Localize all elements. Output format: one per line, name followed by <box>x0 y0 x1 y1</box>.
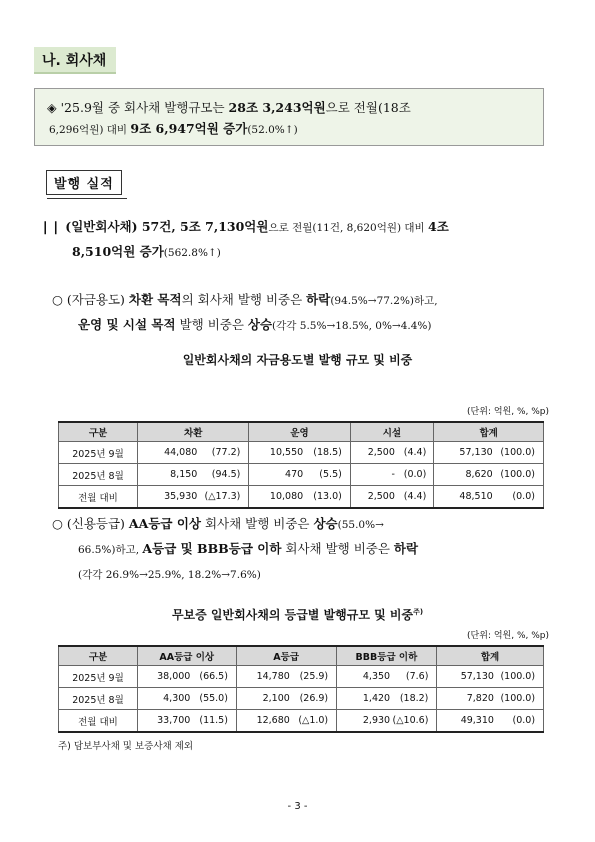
table-row <box>59 666 544 688</box>
p3-text: 회사채 발행 비중은 <box>281 541 394 556</box>
table-cell <box>138 710 237 733</box>
cell-amount: 57,130 <box>460 671 494 682</box>
row-label: 2025년 9월 <box>59 666 138 688</box>
table-row <box>59 688 544 710</box>
p2-percent: (94.5%→77.2%)하고, <box>330 295 438 307</box>
table-row <box>59 486 544 509</box>
cell-amount: 2,500 <box>367 491 395 502</box>
row-label: 2025년 8월 <box>59 464 138 486</box>
section-label: 나. 회사채 <box>34 47 116 73</box>
cell-share: (18.2) <box>399 693 429 704</box>
table-header-cell: A등급 <box>236 646 336 666</box>
cell-amount: 35,930 <box>164 491 198 502</box>
table-header-cell: 합계 <box>437 646 544 666</box>
table-cell <box>437 710 544 733</box>
table-header-cell: 합계 <box>434 422 544 442</box>
cell-amount: 8,150 <box>170 469 198 480</box>
table-cell <box>350 464 434 486</box>
cell-amount: 4,300 <box>163 693 191 704</box>
cell-share: (0.0) <box>403 469 427 480</box>
table1-title: 일반회사채의 자금용도별 발행 규모 및 비중 <box>182 353 413 367</box>
cell-share: (18.5) <box>313 447 342 458</box>
table-cell <box>236 666 336 688</box>
p3-bold: 하락 <box>393 541 419 556</box>
table-cell <box>236 688 336 710</box>
p1-bold: ❘❘ (일반회사채) 57건, 5조 7,130억원 <box>40 219 269 234</box>
cell-share: (100.0) <box>500 693 536 704</box>
cell-share: (77.2) <box>211 447 241 458</box>
table-row <box>59 442 544 464</box>
cell-amount: 48,510 <box>459 491 493 502</box>
cell-share: (0.0) <box>512 715 536 726</box>
table2-unit: (단위: 억원, %, %p) <box>467 631 549 641</box>
table-cell <box>138 688 237 710</box>
table-header-cell: AA등급 이상 <box>138 646 237 666</box>
p2-bold: 운영 및 시설 목적 <box>78 317 176 332</box>
summary-line-1 <box>47 97 533 118</box>
p3-bold: 상승 <box>313 516 338 531</box>
table-header-cell: 구분 <box>59 422 138 442</box>
table-header-cell: 시설 <box>350 422 434 442</box>
p3-percent: 66.5%)하고, <box>78 544 143 556</box>
cell-share: (25.9) <box>299 671 329 682</box>
cell-amount: 2,930 <box>362 715 391 726</box>
table-header-row <box>59 422 544 442</box>
table1-unit: (단위: 억원, %, %p) <box>467 407 549 417</box>
cell-share: (△10.6) <box>392 715 429 726</box>
cell-share: (100.0) <box>500 469 535 480</box>
p3-bold: A등급 및 BBB등급 이하 <box>142 541 282 556</box>
table-cell <box>434 464 544 486</box>
cell-amount: 8,620 <box>465 469 493 480</box>
cell-share: (11.5) <box>199 715 228 726</box>
cell-amount: 7,820 <box>466 693 494 704</box>
cell-amount: 14,780 <box>256 671 290 682</box>
cell-amount: 33,700 <box>157 715 191 726</box>
summary-highlight-increase: 9조 6,947억원 증가 <box>130 121 248 136</box>
table-cell <box>437 688 544 710</box>
p2-text: 의 회사채 발행 비중은 <box>181 292 307 307</box>
table-cell <box>434 486 544 509</box>
cell-amount: 44,080 <box>164 447 198 458</box>
table-cell <box>138 666 237 688</box>
row-label: 전월 대비 <box>59 486 138 509</box>
table-row <box>59 464 544 486</box>
fund-usage-paragraph <box>52 288 557 338</box>
table-row <box>59 710 544 733</box>
table-header-cell: 구분 <box>59 646 138 666</box>
summary-text: 으로 전월(18조 <box>325 100 411 115</box>
p2-percent: (각각 5.5%→18.5%, 0%→4.4%) <box>272 320 432 332</box>
table-cell <box>236 710 336 733</box>
p1-bold: 4조 <box>428 219 449 234</box>
cell-share: (△1.0) <box>298 715 329 726</box>
cell-amount: 1,420 <box>362 693 391 704</box>
page-number: - 3 - <box>287 801 308 812</box>
p2-bold: 차환 목적 <box>128 292 182 307</box>
cell-amount: - <box>391 469 395 480</box>
table-header-cell: 차환 <box>138 422 249 442</box>
p3-text: ○ (신용등급) <box>52 516 129 531</box>
table-header-cell: BBB등급 이하 <box>336 646 436 666</box>
cell-share: (94.5) <box>211 469 241 480</box>
table-cell <box>350 486 434 509</box>
p3-bold: AA등급 이상 <box>128 516 201 531</box>
cell-share: (4.4) <box>403 447 427 458</box>
table-header-cell: 운영 <box>249 422 350 442</box>
table-cell <box>138 442 249 464</box>
row-label: 2025년 8월 <box>59 688 138 710</box>
table2-title-footnote-mark: 주) <box>413 608 424 616</box>
cell-share: (△17.3) <box>204 491 241 502</box>
cell-share: (100.0) <box>500 447 535 458</box>
cell-amount: 2,500 <box>367 447 395 458</box>
cell-share: (7.6) <box>405 671 429 682</box>
p2-bold: 하락 <box>306 292 331 307</box>
cell-amount: 470 <box>285 469 304 480</box>
table-cell <box>350 442 434 464</box>
p3-percent: (각각 26.9%→25.9%, 18.2%→7.6%) <box>78 569 261 581</box>
subsection-title: 발행 실적 <box>46 170 122 195</box>
cell-share: (5.5) <box>319 469 342 480</box>
p3-text: 회사채 발행 비중은 <box>200 516 314 531</box>
table-cell <box>249 442 350 464</box>
p2-bold: 상승 <box>247 317 273 332</box>
table-cell <box>336 710 436 733</box>
row-label: 전월 대비 <box>59 710 138 733</box>
cell-amount: 10,550 <box>269 447 304 458</box>
table-cell <box>336 666 436 688</box>
summary-text: 6,296억원) 대비 <box>49 124 131 136</box>
table2-footnote: 주) 담보부사채 및 보증사채 제외 <box>58 741 194 752</box>
summary-percent: (52.0%↑) <box>247 124 298 136</box>
summary-text: '25.9월 중 회사채 발행규모는 <box>60 100 229 115</box>
row-label: 2025년 9월 <box>59 442 138 464</box>
cell-amount: 49,310 <box>460 715 494 726</box>
table-cell <box>138 464 249 486</box>
cell-amount: 57,130 <box>459 447 493 458</box>
summary-box <box>34 88 544 146</box>
table-cell <box>336 688 436 710</box>
table-cell <box>434 442 544 464</box>
general-bond-paragraph <box>40 215 555 265</box>
table-cell <box>249 464 350 486</box>
cell-share: (100.0) <box>500 671 536 682</box>
fund-usage-table <box>58 421 544 509</box>
cell-share: (0.0) <box>512 491 535 502</box>
table-cell <box>437 666 544 688</box>
diamond-bullet-icon: ◈ <box>47 100 57 115</box>
table-cell <box>138 486 249 509</box>
table-cell <box>249 486 350 509</box>
cell-amount: 10,080 <box>269 491 304 502</box>
p1-percent: (562.8%↑) <box>163 247 221 259</box>
cell-amount: 12,680 <box>256 715 290 726</box>
p1-bold: 8,510억원 증가 <box>72 244 164 259</box>
p2-text: ○ (자금용도) <box>52 292 129 307</box>
table2-title <box>0 606 595 623</box>
p3-percent: (55.0%→ <box>337 519 384 531</box>
table2-title-text: 무보증 일반회사채의 등급별 발행규모 및 비중 <box>171 608 414 622</box>
p1-text: 으로 전월(11건, 8,620억원) 대비 <box>268 222 429 234</box>
table-header-row <box>59 646 544 666</box>
cell-amount: 38,000 <box>157 671 191 682</box>
credit-rating-table <box>58 645 544 733</box>
p2-text: 발행 비중은 <box>175 317 248 332</box>
cell-amount: 4,350 <box>362 671 391 682</box>
summary-highlight-total: 28조 3,243억원 <box>228 100 326 115</box>
summary-line-2 <box>47 118 533 141</box>
cell-share: (55.0) <box>199 693 228 704</box>
credit-rating-paragraph <box>52 512 557 587</box>
cell-share: (4.4) <box>403 491 427 502</box>
cell-share: (13.0) <box>313 491 342 502</box>
cell-amount: 2,100 <box>262 693 290 704</box>
cell-share: (26.9) <box>299 693 329 704</box>
cell-share: (66.5) <box>199 671 228 682</box>
